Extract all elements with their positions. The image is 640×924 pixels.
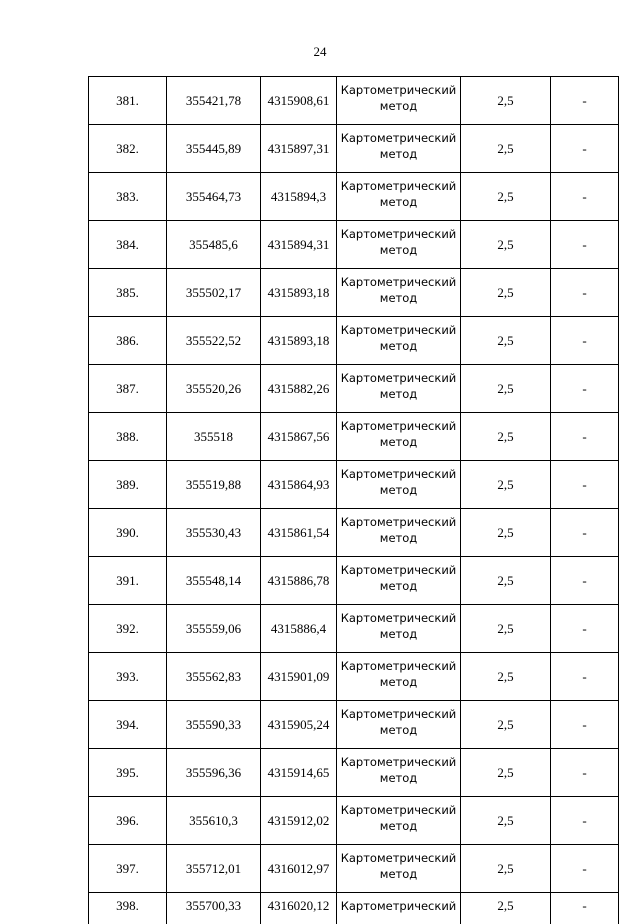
method-line-2: метод	[337, 338, 460, 354]
x-coordinate-cell: 355518	[167, 413, 261, 461]
y-coordinate-cell: 4315893,18	[261, 317, 337, 365]
method-line-1: Картометрический	[337, 658, 460, 674]
description-cell: -	[551, 77, 619, 125]
method-line-1: Картометрический	[337, 130, 460, 146]
description-cell: -	[551, 509, 619, 557]
method-line-2: метод	[337, 146, 460, 162]
table-row	[89, 893, 619, 924]
method-line-1: Картометрический	[337, 754, 460, 770]
x-coordinate-cell: 355485,6	[167, 221, 261, 269]
y-coordinate-cell: 4315897,31	[261, 125, 337, 173]
y-coordinate-cell: 4315901,09	[261, 653, 337, 701]
method-line-2: метод	[337, 194, 460, 210]
x-coordinate-cell: 355502,17	[167, 269, 261, 317]
method-cell	[337, 413, 461, 461]
point-number-cell: 394.	[89, 701, 167, 749]
description-cell: -	[551, 317, 619, 365]
description-cell: -	[551, 461, 619, 509]
method-line-2: метод	[337, 98, 460, 114]
x-coordinate-cell: 355530,43	[167, 509, 261, 557]
table-row	[89, 77, 619, 125]
description-cell: -	[551, 173, 619, 221]
table-row	[89, 221, 619, 269]
x-coordinate-cell: 355700,33	[167, 893, 261, 924]
y-coordinate-cell: 4315914,65	[261, 749, 337, 797]
description-cell: -	[551, 125, 619, 173]
method-line-2: метод	[337, 434, 460, 450]
method-line-1: Картометрический	[337, 274, 460, 290]
method-cell	[337, 701, 461, 749]
method-line-1: Картометрический	[337, 178, 460, 194]
method-cell	[337, 461, 461, 509]
point-number-cell: 384.	[89, 221, 167, 269]
description-cell: -	[551, 845, 619, 893]
y-coordinate-cell: 4315905,24	[261, 701, 337, 749]
x-coordinate-cell: 355421,78	[167, 77, 261, 125]
x-coordinate-cell: 355522,52	[167, 317, 261, 365]
table-row	[89, 461, 619, 509]
point-number-cell: 382.	[89, 125, 167, 173]
method-cell	[337, 797, 461, 845]
accuracy-cell: 2,5	[461, 845, 551, 893]
point-number-cell: 390.	[89, 509, 167, 557]
accuracy-cell: 2,5	[461, 749, 551, 797]
method-line-2: метод	[337, 578, 460, 594]
table-row	[89, 557, 619, 605]
point-number-cell: 396.	[89, 797, 167, 845]
point-number-cell: 386.	[89, 317, 167, 365]
method-cell	[337, 77, 461, 125]
description-cell: -	[551, 893, 619, 924]
table-row	[89, 701, 619, 749]
y-coordinate-cell: 4315912,02	[261, 797, 337, 845]
method-cell	[337, 269, 461, 317]
y-coordinate-cell: 4315864,93	[261, 461, 337, 509]
x-coordinate-cell: 355445,89	[167, 125, 261, 173]
accuracy-cell: 2,5	[461, 893, 551, 924]
x-coordinate-cell: 355559,06	[167, 605, 261, 653]
point-number-cell: 397.	[89, 845, 167, 893]
table-row	[89, 749, 619, 797]
y-coordinate-cell: 4315893,18	[261, 269, 337, 317]
y-coordinate-cell: 4315867,56	[261, 413, 337, 461]
accuracy-cell: 2,5	[461, 173, 551, 221]
method-line-2: метод	[337, 290, 460, 306]
method-line-2: метод	[337, 626, 460, 642]
method-line-1: Картометрический	[337, 370, 460, 386]
description-cell: -	[551, 413, 619, 461]
method-cell	[337, 605, 461, 653]
table-row	[89, 125, 619, 173]
accuracy-cell: 2,5	[461, 557, 551, 605]
method-line-1: Картометрический	[337, 610, 460, 626]
y-coordinate-cell: 4316012,97	[261, 845, 337, 893]
x-coordinate-cell: 355519,88	[167, 461, 261, 509]
accuracy-cell: 2,5	[461, 509, 551, 557]
method-line-1: Картометрический	[337, 802, 460, 818]
coordinates-table	[88, 76, 619, 924]
y-coordinate-cell: 4315894,31	[261, 221, 337, 269]
description-cell: -	[551, 797, 619, 845]
method-line-2: метод	[337, 818, 460, 834]
method-cell	[337, 749, 461, 797]
accuracy-cell: 2,5	[461, 413, 551, 461]
y-coordinate-cell: 4315882,26	[261, 365, 337, 413]
description-cell: -	[551, 269, 619, 317]
point-number-cell: 389.	[89, 461, 167, 509]
method-cell	[337, 845, 461, 893]
point-number-cell: 391.	[89, 557, 167, 605]
page-number: 24	[0, 44, 640, 60]
description-cell: -	[551, 557, 619, 605]
method-line-2: метод	[337, 770, 460, 786]
method-line-1: Картометрический	[337, 562, 460, 578]
method-line-2: метод	[337, 530, 460, 546]
y-coordinate-cell: 4315908,61	[261, 77, 337, 125]
description-cell: -	[551, 221, 619, 269]
method-line-2: метод	[337, 482, 460, 498]
point-number-cell: 387.	[89, 365, 167, 413]
accuracy-cell: 2,5	[461, 653, 551, 701]
x-coordinate-cell: 355590,33	[167, 701, 261, 749]
method-cell	[337, 557, 461, 605]
table-row	[89, 605, 619, 653]
table-row	[89, 845, 619, 893]
y-coordinate-cell: 4316020,12	[261, 893, 337, 924]
accuracy-cell: 2,5	[461, 317, 551, 365]
point-number-cell: 388.	[89, 413, 167, 461]
method-line-1: Картометрический	[337, 226, 460, 242]
method-cell	[337, 509, 461, 557]
table-row	[89, 797, 619, 845]
method-line-2: метод	[337, 866, 460, 882]
point-number-cell: 383.	[89, 173, 167, 221]
x-coordinate-cell: 355548,14	[167, 557, 261, 605]
accuracy-cell: 2,5	[461, 125, 551, 173]
x-coordinate-cell: 355520,26	[167, 365, 261, 413]
method-line-2: метод	[337, 242, 460, 258]
point-number-cell: 381.	[89, 77, 167, 125]
table-row	[89, 173, 619, 221]
method-cell	[337, 317, 461, 365]
method-line-1: Картометрический	[337, 898, 460, 914]
accuracy-cell: 2,5	[461, 269, 551, 317]
method-line-1: Картометрический	[337, 418, 460, 434]
method-line-1: Картометрический	[337, 466, 460, 482]
accuracy-cell: 2,5	[461, 605, 551, 653]
y-coordinate-cell: 4315886,78	[261, 557, 337, 605]
accuracy-cell: 2,5	[461, 77, 551, 125]
accuracy-cell: 2,5	[461, 365, 551, 413]
y-coordinate-cell: 4315861,54	[261, 509, 337, 557]
method-line-1: Картометрический	[337, 82, 460, 98]
description-cell: -	[551, 653, 619, 701]
point-number-cell: 398.	[89, 893, 167, 924]
accuracy-cell: 2,5	[461, 701, 551, 749]
accuracy-cell: 2,5	[461, 797, 551, 845]
accuracy-cell: 2,5	[461, 221, 551, 269]
table-row	[89, 317, 619, 365]
method-cell	[337, 125, 461, 173]
table-row	[89, 269, 619, 317]
method-line-2: метод	[337, 674, 460, 690]
table-row	[89, 413, 619, 461]
method-line-1: Картометрический	[337, 514, 460, 530]
method-line-1: Картометрический	[337, 322, 460, 338]
point-number-cell: 393.	[89, 653, 167, 701]
method-cell	[337, 173, 461, 221]
method-line-2: метод	[337, 722, 460, 738]
description-cell: -	[551, 605, 619, 653]
method-line-1: Картометрический	[337, 706, 460, 722]
x-coordinate-cell: 355596,36	[167, 749, 261, 797]
point-number-cell: 392.	[89, 605, 167, 653]
table-row	[89, 509, 619, 557]
method-cell	[337, 365, 461, 413]
description-cell: -	[551, 365, 619, 413]
method-cell	[337, 653, 461, 701]
x-coordinate-cell: 355464,73	[167, 173, 261, 221]
description-cell: -	[551, 749, 619, 797]
description-cell: -	[551, 701, 619, 749]
point-number-cell: 385.	[89, 269, 167, 317]
table-row	[89, 653, 619, 701]
y-coordinate-cell: 4315886,4	[261, 605, 337, 653]
x-coordinate-cell: 355610,3	[167, 797, 261, 845]
method-line-2: метод	[337, 386, 460, 402]
y-coordinate-cell: 4315894,3	[261, 173, 337, 221]
point-number-cell: 395.	[89, 749, 167, 797]
method-cell	[337, 893, 461, 924]
x-coordinate-cell: 355562,83	[167, 653, 261, 701]
method-cell	[337, 221, 461, 269]
x-coordinate-cell: 355712,01	[167, 845, 261, 893]
accuracy-cell: 2,5	[461, 461, 551, 509]
method-line-1: Картометрический	[337, 850, 460, 866]
coordinates-table-body	[89, 77, 619, 924]
table-row	[89, 365, 619, 413]
